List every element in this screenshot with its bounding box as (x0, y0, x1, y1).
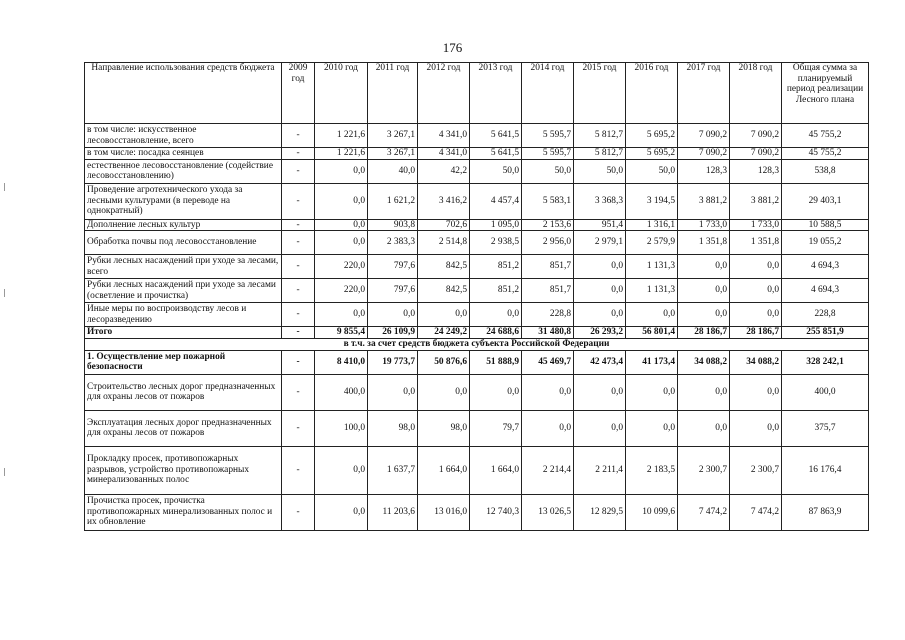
row-label: Прокладку просек, противопожарных разрывов, устройство противопожарных минерализованных полос (85, 446, 282, 494)
value-cell: 2 214,4 (522, 446, 574, 494)
value-cell: 0,0 (730, 303, 782, 327)
value-cell: 1 664,0 (418, 446, 470, 494)
table-row (85, 494, 869, 530)
value-cell: 128,3 (678, 159, 730, 183)
value-cell: 0,0 (626, 410, 678, 446)
row-label: Рубки лесных насаждений при уходе за лесами (осветление и прочистка) (85, 279, 282, 303)
value-cell: 10 099,6 (626, 494, 678, 530)
value-cell: 4 457,4 (470, 183, 522, 219)
table-row (85, 219, 869, 231)
value-cell: 128,3 (730, 159, 782, 183)
value-cell: 0,0 (678, 410, 730, 446)
value-cell: 0,0 (574, 410, 626, 446)
table-body-part1 (85, 124, 869, 339)
column-header: 2017 год (678, 63, 730, 124)
total-cell: 328 242,1 (782, 350, 869, 374)
value-cell: 24 249,2 (418, 327, 470, 339)
budget-table (84, 62, 869, 531)
value-cell: 0,0 (678, 374, 730, 410)
value-cell: 0,0 (368, 374, 418, 410)
value-cell: 0,0 (315, 446, 368, 494)
table-row (85, 231, 869, 255)
row-label: Строительство лесных дорог предназначенных для охраны лесов от пожаров (85, 374, 282, 410)
value-cell: 842,5 (418, 255, 470, 279)
value-cell: 50,0 (574, 159, 626, 183)
table-row (85, 374, 869, 410)
value-cell: 7 090,2 (730, 124, 782, 148)
value-cell: 50,0 (470, 159, 522, 183)
value-cell: 7 090,2 (678, 148, 730, 160)
value-cell: - (282, 374, 315, 410)
value-cell: 0,0 (418, 303, 470, 327)
table-row (85, 446, 869, 494)
value-cell: 851,2 (470, 255, 522, 279)
table-row (85, 255, 869, 279)
value-cell: 13 016,0 (418, 494, 470, 530)
column-header: 2011 год (368, 63, 418, 124)
page-number: 176 (442, 40, 463, 55)
value-cell: 0,0 (315, 183, 368, 219)
value-cell: 0,0 (730, 279, 782, 303)
value-cell: 2 938,5 (470, 231, 522, 255)
value-cell: 1 664,0 (470, 446, 522, 494)
value-cell: - (282, 159, 315, 183)
table-row (85, 159, 869, 183)
section-title-row (85, 338, 869, 350)
value-cell: 851,7 (522, 279, 574, 303)
row-label: Рубки лесных насаждений при уходе за лесами, всего (85, 255, 282, 279)
total-cell: 19 055,2 (782, 231, 869, 255)
table-row (85, 279, 869, 303)
value-cell: - (282, 494, 315, 530)
value-cell: 28 186,7 (678, 327, 730, 339)
value-cell: 851,7 (522, 255, 574, 279)
row-label: Проведение агротехнического ухода за лесными культурами (в переводе на однократный) (85, 183, 282, 219)
value-cell: 11 203,6 (368, 494, 418, 530)
value-cell: 5 812,7 (574, 148, 626, 160)
value-cell: 0,0 (315, 219, 368, 231)
total-cell: 4 694,3 (782, 279, 869, 303)
value-cell: 5 595,7 (522, 124, 574, 148)
value-cell: 1 095,0 (470, 219, 522, 231)
row-label: Обработка почвы под лесовосстановление (85, 231, 282, 255)
value-cell: 7 474,2 (678, 494, 730, 530)
value-cell: 40,0 (368, 159, 418, 183)
column-header: 2013 год (470, 63, 522, 124)
value-cell: 842,5 (418, 279, 470, 303)
total-cell: 16 176,4 (782, 446, 869, 494)
value-cell: 2 300,7 (730, 446, 782, 494)
value-cell: 2 153,6 (522, 219, 574, 231)
table-row (85, 148, 869, 160)
row-label: Иные меры по воспроизводству лесов и лесоразведению (85, 303, 282, 327)
value-cell: - (282, 410, 315, 446)
row-label: в том числе: посадка сеянцев (85, 148, 282, 160)
value-cell: - (282, 219, 315, 231)
value-cell: 50,0 (626, 159, 678, 183)
value-cell: 228,8 (522, 303, 574, 327)
value-cell: 951,4 (574, 219, 626, 231)
value-cell: 1 351,8 (730, 231, 782, 255)
column-header: Общая сумма за планируемый период реализации Лесного плана (782, 63, 869, 124)
value-cell: 1 316,1 (626, 219, 678, 231)
value-cell: 0,0 (522, 410, 574, 446)
value-cell: 50,0 (522, 159, 574, 183)
value-cell: 7 090,2 (730, 148, 782, 160)
value-cell: 42 473,4 (574, 350, 626, 374)
table-row (85, 183, 869, 219)
value-cell: 4 341,0 (418, 148, 470, 160)
value-cell: 3 368,3 (574, 183, 626, 219)
total-cell: 10 588,5 (782, 219, 869, 231)
value-cell: 1 351,8 (678, 231, 730, 255)
value-cell: 2 300,7 (678, 446, 730, 494)
column-header: 2016 год (626, 63, 678, 124)
value-cell: 5 695,2 (626, 124, 678, 148)
value-cell: 98,0 (368, 410, 418, 446)
column-header: 2012 год (418, 63, 470, 124)
value-cell: 0,0 (574, 279, 626, 303)
column-header: 2015 год (574, 63, 626, 124)
value-cell: 28 186,7 (730, 327, 782, 339)
value-cell: 220,0 (315, 279, 368, 303)
table-row (85, 327, 869, 339)
total-cell: 45 755,2 (782, 124, 869, 148)
margin-mark (4, 289, 5, 297)
value-cell: - (282, 350, 315, 374)
value-cell: 7 474,2 (730, 494, 782, 530)
value-cell: 1 131,3 (626, 279, 678, 303)
value-cell: 0,0 (626, 374, 678, 410)
value-cell: 1 733,0 (730, 219, 782, 231)
value-cell: 0,0 (470, 303, 522, 327)
value-cell: 79,7 (470, 410, 522, 446)
value-cell: 1 621,2 (368, 183, 418, 219)
column-header: Направление использования средств бюджета (85, 63, 282, 124)
value-cell: 34 088,2 (678, 350, 730, 374)
column-header: 2009 год (282, 63, 315, 124)
value-cell: 0,0 (574, 303, 626, 327)
value-cell: - (282, 279, 315, 303)
value-cell: 5 641,5 (470, 124, 522, 148)
table-row (85, 350, 869, 374)
value-cell: 0,0 (678, 279, 730, 303)
value-cell: 0,0 (315, 231, 368, 255)
value-cell: 5 595,7 (522, 148, 574, 160)
value-cell: 0,0 (368, 303, 418, 327)
value-cell: 851,2 (470, 279, 522, 303)
row-label: Итого (85, 327, 282, 339)
value-cell: 5 812,7 (574, 124, 626, 148)
value-cell: - (282, 327, 315, 339)
value-cell: 8 410,0 (315, 350, 368, 374)
total-cell: 255 851,9 (782, 327, 869, 339)
total-cell: 400,0 (782, 374, 869, 410)
table-row (85, 124, 869, 148)
value-cell: 42,2 (418, 159, 470, 183)
value-cell: 0,0 (315, 494, 368, 530)
total-cell: 29 403,1 (782, 183, 869, 219)
value-cell: - (282, 303, 315, 327)
value-cell: 34 088,2 (730, 350, 782, 374)
value-cell: 3 267,1 (368, 148, 418, 160)
value-cell: 0,0 (522, 374, 574, 410)
value-cell: 2 979,1 (574, 231, 626, 255)
value-cell: 100,0 (315, 410, 368, 446)
table-body-part2 (85, 350, 869, 530)
value-cell: - (282, 148, 315, 160)
value-cell: - (282, 231, 315, 255)
value-cell: - (282, 124, 315, 148)
value-cell: 26 293,2 (574, 327, 626, 339)
value-cell: 3 881,2 (730, 183, 782, 219)
value-cell: 1 733,0 (678, 219, 730, 231)
section-divider (85, 338, 869, 350)
value-cell: 220,0 (315, 255, 368, 279)
value-cell: 13 026,5 (522, 494, 574, 530)
value-cell: 3 416,2 (418, 183, 470, 219)
value-cell: 903,8 (368, 219, 418, 231)
total-cell: 45 755,2 (782, 148, 869, 160)
value-cell: 702,6 (418, 219, 470, 231)
value-cell: 0,0 (678, 303, 730, 327)
value-cell: 1 221,6 (315, 148, 368, 160)
value-cell: 31 480,8 (522, 327, 574, 339)
value-cell: 797,6 (368, 279, 418, 303)
value-cell: 797,6 (368, 255, 418, 279)
total-cell: 87 863,9 (782, 494, 869, 530)
value-cell: 0,0 (730, 374, 782, 410)
value-cell: 0,0 (315, 159, 368, 183)
value-cell: 0,0 (418, 374, 470, 410)
row-label: Эксплуатация лесных дорог предназначенных для охраны лесов от пожаров (85, 410, 282, 446)
total-cell: 375,7 (782, 410, 869, 446)
value-cell: 12 740,3 (470, 494, 522, 530)
table-header-row (85, 63, 869, 124)
value-cell: 3 881,2 (678, 183, 730, 219)
column-header: 2018 год (730, 63, 782, 124)
value-cell: 2 579,9 (626, 231, 678, 255)
value-cell: - (282, 183, 315, 219)
value-cell: 5 695,2 (626, 148, 678, 160)
value-cell: 51 888,9 (470, 350, 522, 374)
value-cell: 2 383,3 (368, 231, 418, 255)
total-cell: 538,8 (782, 159, 869, 183)
value-cell: 56 801,4 (626, 327, 678, 339)
value-cell: 2 211,4 (574, 446, 626, 494)
value-cell: 50 876,6 (418, 350, 470, 374)
value-cell: 2 514,8 (418, 231, 470, 255)
value-cell: 5 583,1 (522, 183, 574, 219)
value-cell: 0,0 (730, 255, 782, 279)
value-cell: 0,0 (574, 374, 626, 410)
value-cell: 45 469,7 (522, 350, 574, 374)
value-cell: 2 956,0 (522, 231, 574, 255)
row-label: Дополнение лесных культур (85, 219, 282, 231)
value-cell: 0,0 (574, 255, 626, 279)
column-header: 2014 год (522, 63, 574, 124)
value-cell: 7 090,2 (678, 124, 730, 148)
value-cell: 41 173,4 (626, 350, 678, 374)
value-cell: 400,0 (315, 374, 368, 410)
value-cell: 0,0 (626, 303, 678, 327)
value-cell: 4 341,0 (418, 124, 470, 148)
margin-mark (4, 468, 5, 476)
value-cell: 24 688,6 (470, 327, 522, 339)
value-cell: 0,0 (470, 374, 522, 410)
total-cell: 4 694,3 (782, 255, 869, 279)
row-label: Прочистка просек, прочистка противопожарных минерализованных полос и их обновление (85, 494, 282, 530)
value-cell: 0,0 (730, 410, 782, 446)
value-cell: 12 829,5 (574, 494, 626, 530)
value-cell: 1 221,6 (315, 124, 368, 148)
column-header: 2010 год (315, 63, 368, 124)
value-cell: 1 131,3 (626, 255, 678, 279)
value-cell: 98,0 (418, 410, 470, 446)
value-cell: 0,0 (678, 255, 730, 279)
value-cell: 5 641,5 (470, 148, 522, 160)
row-label: в том числе: искусственное лесовосстановление, всего (85, 124, 282, 148)
value-cell: 2 183,5 (626, 446, 678, 494)
total-cell: 228,8 (782, 303, 869, 327)
value-cell: 1 637,7 (368, 446, 418, 494)
table-row (85, 410, 869, 446)
value-cell: - (282, 255, 315, 279)
value-cell: 9 855,4 (315, 327, 368, 339)
value-cell: 3 267,1 (368, 124, 418, 148)
section-title: в т.ч. за счет средств бюджета субъекта Российской Федерации (85, 338, 869, 350)
row-label: естественное лесовосстановление (содействие лесовосстановлению) (85, 159, 282, 183)
row-label: 1. Осуществление мер пожарной безопасности (85, 350, 282, 374)
value-cell: 0,0 (315, 303, 368, 327)
table-row (85, 303, 869, 327)
value-cell: 19 773,7 (368, 350, 418, 374)
value-cell: 26 109,9 (368, 327, 418, 339)
margin-mark (4, 183, 5, 191)
value-cell: - (282, 446, 315, 494)
value-cell: 3 194,5 (626, 183, 678, 219)
